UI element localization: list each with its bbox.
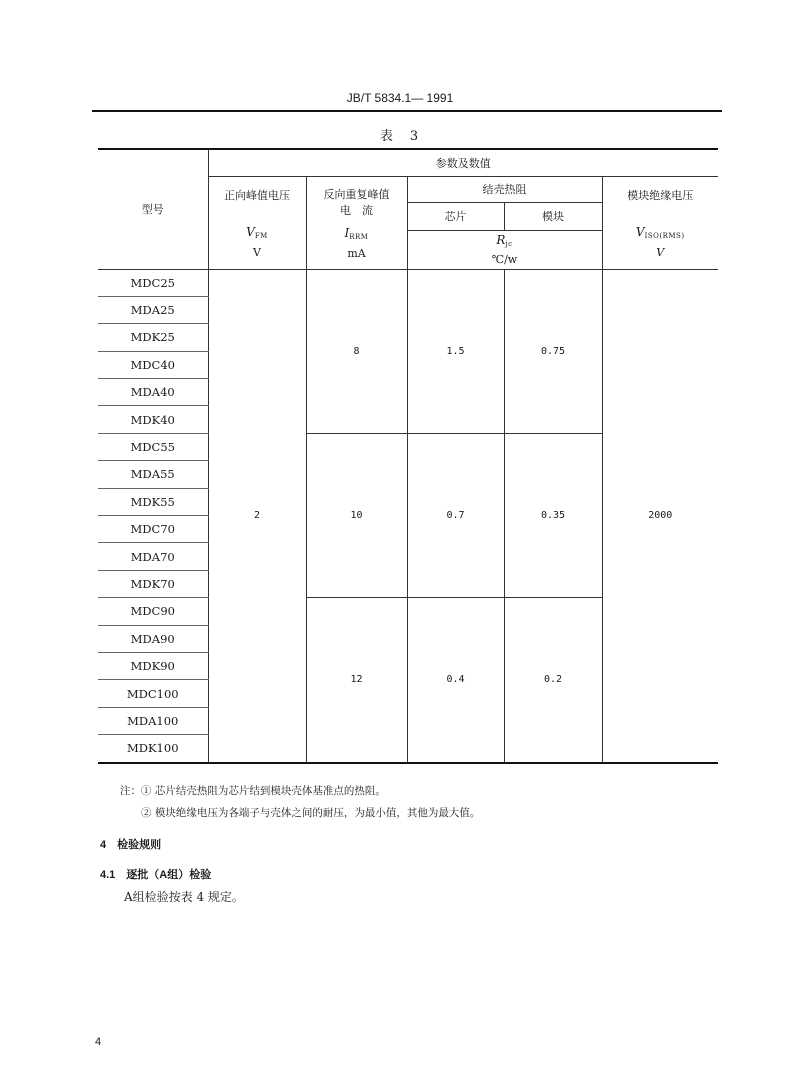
irrm-subscript: RRM [349, 232, 369, 241]
vfm-value: 2 [208, 269, 306, 763]
model-cell: MDK70 [98, 570, 208, 597]
note-1: 注：① 芯片结壳热阻为芯片结到模块壳体基准点的热阻。 [120, 785, 386, 797]
module-value: 0.2 [504, 598, 602, 763]
vfm-symbol: V [246, 224, 255, 239]
model-cell: MDK100 [98, 735, 208, 763]
model-cell: MDK40 [98, 406, 208, 433]
vfm-unit: V [253, 245, 261, 259]
model-cell: MDC25 [98, 269, 208, 296]
chip-value: 1.5 [407, 269, 504, 433]
rth-symbol-cell [407, 230, 602, 250]
rth-header: 结壳热阻 [407, 176, 602, 202]
irrm-value: 10 [306, 433, 407, 597]
model-cell: MDA55 [98, 461, 208, 488]
model-cell: MDC90 [98, 598, 208, 625]
rth-subscript: jc [505, 239, 513, 248]
module-value: 0.35 [504, 433, 602, 597]
irrm-header [306, 176, 407, 269]
viso-symbol: V [635, 224, 645, 239]
irrm-label-2: 电 流 [340, 203, 373, 217]
model-cell: MDK25 [98, 324, 208, 351]
rth-symbol: R [496, 232, 506, 247]
page-number: 4 [95, 1036, 102, 1048]
model-cell: MDA100 [98, 707, 208, 734]
irrm-value: 12 [306, 598, 407, 763]
table-title: 表 3 [379, 129, 421, 144]
viso-subscript: ISO(RMS) [644, 231, 685, 240]
model-cell: MDA40 [98, 379, 208, 406]
model-cell: MDC55 [98, 433, 208, 460]
module-value: 0.75 [504, 269, 602, 433]
table-notes [120, 780, 480, 824]
section-4-1-text: A组检验按表 4 规定。 [124, 890, 244, 904]
chip-subheader: 芯片 [407, 202, 504, 230]
model-cell: MDK90 [98, 652, 208, 679]
rth-unit: ℃/w [407, 250, 602, 269]
irrm-value: 8 [306, 269, 407, 433]
model-cell: MDC100 [98, 680, 208, 707]
model-cell: MDC70 [98, 516, 208, 543]
vfm-subscript: FM [254, 231, 268, 240]
viso-label: 模块绝缘电压 [627, 188, 694, 202]
vfm-label: 正向峰值电压 [224, 188, 290, 202]
model-cell: MDA70 [98, 543, 208, 570]
note-2: ② 模块绝缘电压为各端子与壳体之间的耐压，为最小值，其他为最大值。 [141, 807, 481, 819]
module-subheader: 模块 [504, 202, 602, 230]
params-header: 参数及数值 [208, 149, 718, 176]
section-4-1-heading: 4.1 逐批（A组）检验 [100, 869, 212, 881]
table-row [98, 269, 718, 296]
standard-code: JB/T 5834.1— 1991 [346, 91, 454, 105]
vfm-header [208, 176, 306, 269]
irrm-label-1: 反向重复峰值 [323, 187, 390, 201]
spec-table [98, 148, 718, 764]
irrm-unit: mA [347, 246, 366, 260]
model-cell: MDC40 [98, 351, 208, 378]
section-4-heading: 4 检验规则 [100, 839, 162, 851]
chip-value: 0.4 [407, 598, 504, 763]
header-rule [92, 110, 722, 112]
viso-header [602, 176, 718, 269]
model-cell: MDK55 [98, 488, 208, 515]
chip-value: 0.7 [407, 433, 504, 597]
model-cell: MDA25 [98, 296, 208, 323]
model-cell: MDA90 [98, 625, 208, 652]
viso-unit: V [656, 245, 665, 259]
model-header: 型号 [98, 149, 208, 269]
viso-value: 2000 [648, 510, 673, 522]
irrm-symbol: I [344, 225, 350, 240]
